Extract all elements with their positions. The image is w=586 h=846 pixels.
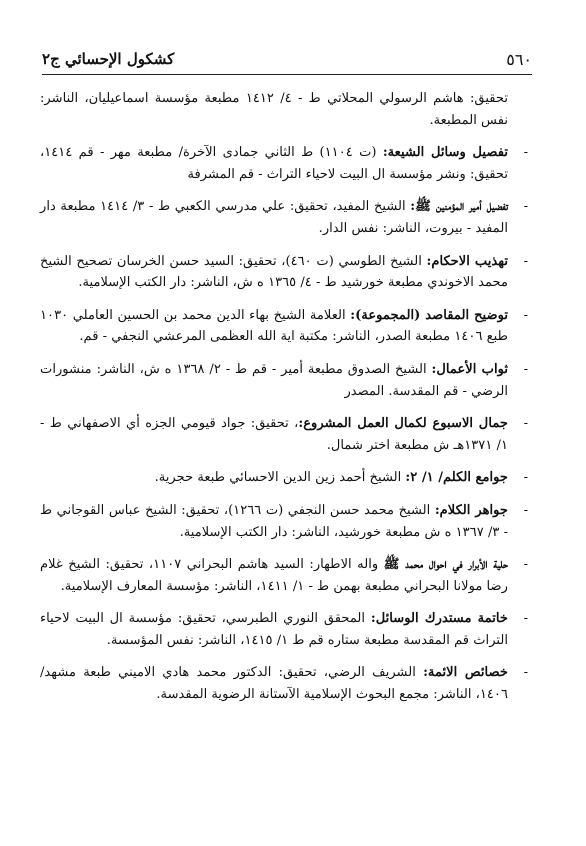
entry-dash: - [523, 416, 528, 432]
entry-dash: - [523, 307, 528, 323]
running-title: كشكول الإحسائي ج٢ [42, 50, 175, 68]
entry-dash: - [523, 361, 528, 377]
entry-text: الشيخ الطوسي (ت ٤٦٠)، تحقيق: السيد حسن الخرسان تصحيح الشيخ محمد الاخوندي مطبعة خورشيد ط - ٤/ ١٣٦٥ ه ش، الناشر: دار الكتب الإسلامية. [40, 253, 508, 291]
entry-title: تفضيل أمير المؤمنين ﷺ: [410, 199, 508, 215]
bibliography-entry [40, 608, 532, 651]
entry-dash: - [523, 470, 528, 486]
entry-text: العلامة الشيخ بهاء الدين محمد بن الحسين العاملي ١٠٣٠ طبع ١٤٠٦ مطبعة الصدر، الناشر: مكتبة اية الله العظمى المرعشي النجفي - قم. [40, 307, 508, 345]
entry-dash: - [523, 665, 528, 681]
page-number: ٥٦٠ [506, 49, 532, 69]
entry-dash: - [523, 611, 528, 627]
bibliography-list [40, 88, 532, 717]
bibliography-entry [40, 305, 532, 348]
entry-dash: - [523, 557, 528, 573]
entry-dash: - [523, 502, 528, 518]
entry-text: المحقق النوري الطبرسي، تحقيق: مؤسسة ال البيت لاحياء التراث قم المقدسة مطبعة ستاره قم ط ١/ ١٤١٥، الناشر: نفس المؤسسة. [40, 611, 508, 648]
header-rule [42, 74, 532, 75]
entry-text: الشريف الرضي، تحقيق: الدكتور محمد هادي الاميني طبعة مشهد/ ١٤٠٦، الناشر: مجمع البحوث الإسلامية الآستانة الرضوية المقدسة. [40, 665, 508, 703]
entry-title: خاتمة مستدرك الوسائل: [370, 611, 508, 627]
bibliography-entry [40, 467, 532, 489]
entry-title: خصائص الائمة: [423, 665, 509, 681]
entry-dash: - [523, 145, 528, 161]
page-header [42, 44, 532, 74]
bibliography-entry [40, 359, 532, 402]
entry-dash: - [523, 199, 528, 215]
bibliography-entry [40, 662, 532, 705]
entry-text: الشيخ الصدوق مطبعة أمير - قم ط - ٢/ ١٣٦٨ ه ش، الناشر: منشورات الرضي - قم المقدسة. المصدر [40, 361, 508, 399]
entry-text: واله الاطهار: السيد هاشم البحراني ١١٠٧، تحقيق: الشيخ غلام رضا مولانا البحراني مطبعة بهمن ط - ١/ ١٤١١، الناشر: مؤسسة المعارف الإسلامية. [40, 557, 508, 594]
entry-title: توضيح المقاصد (المجموعة): [350, 307, 509, 323]
bibliography-entry [40, 251, 532, 294]
bibliography-entry [40, 500, 532, 543]
entry-title: تفصيل وسائل الشيعة: [382, 145, 508, 161]
bibliography-entry [40, 554, 532, 597]
entry-title: جوامع الكلم/ ١/ ٢: [405, 470, 508, 486]
entry-text: ، تحقيق: جواد قيومي الجزه أي الاصفهاني ط - ١/ ١٣٧١هـ ش مطبعة اختر شمال. [40, 416, 508, 453]
entry-text: الشيخ محمد حسن النجفي (ت ١٢٦٦)، تحقيق: الشيخ عباس القوجاني ط - ٣/ ١٣٦٧ ه ش مطبعة خورشيد، الناشر: دار الكتب الإسلامية. [40, 502, 508, 540]
entry-text: الشيخ أحمد زين الدين الاحسائي طبعة حجرية. [154, 470, 406, 486]
bibliography-entry [40, 413, 532, 456]
bibliography-entry [40, 142, 532, 185]
continued-entry: تحقيق: هاشم الرسولي المحلاتي ط - ٤/ ١٤١٢ مطبعة مؤسسة اسماعيليان، الناشر: نفس المطبعة. [40, 91, 508, 128]
entry-dash: - [523, 253, 528, 269]
entry-title: جواهر الكلام: [434, 502, 508, 518]
entry-title: ثواب الأعمال: [431, 361, 509, 377]
entry-text: (ت ١١٠٤) ط الثاني جمادى الآخرة/ مطبعة مهر - قم ١٤١٤، تحقيق: ونشر مؤسسة ال البيت لاحياء التراث - قم المشرفة [40, 145, 508, 182]
bibliography-entry [40, 196, 532, 239]
entry-title: تهذيب الاحكام: [426, 253, 508, 269]
entry-text: الشيخ المفيد، تحقيق: علي مدرسي الكعبي ط - ٣/ ١٤١٤ مطبعة دار المفيد - بيروت، الناشر: نفس الدار. [40, 199, 508, 236]
entry-title: جمال الاسبوع لكمال العمل المشروع: [298, 416, 508, 432]
entry-title: حلية الأبرار في احوال محمد ﷺ [383, 557, 508, 573]
